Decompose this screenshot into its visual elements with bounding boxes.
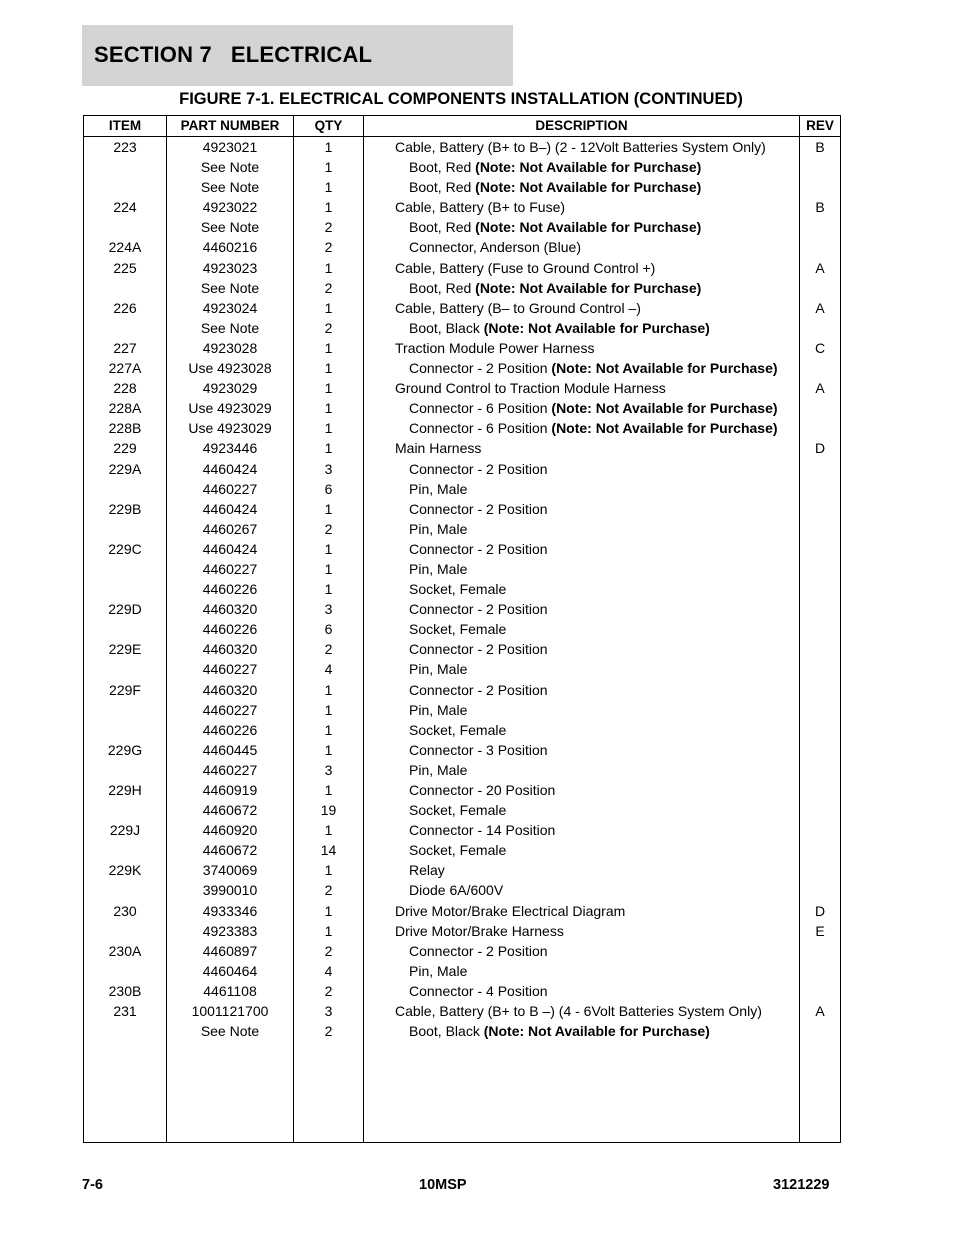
section-title: SECTION 7 ELECTRICAL bbox=[94, 42, 373, 67]
description-cell bbox=[364, 177, 799, 197]
table-row bbox=[84, 338, 840, 358]
description-text: Relay bbox=[409, 862, 445, 879]
description-cell bbox=[364, 499, 799, 519]
item-cell: 229J bbox=[109, 822, 141, 839]
part-number-cell: 4461108 bbox=[203, 982, 257, 999]
qty-cell: 1 bbox=[324, 179, 333, 196]
qty-cell: 1 bbox=[324, 902, 333, 919]
footer-model: 10MSP bbox=[419, 1177, 467, 1193]
qty-cell: 1 bbox=[324, 540, 333, 557]
part-number-cell: See Note bbox=[200, 159, 260, 176]
part-number-cell: 4923029 bbox=[202, 380, 258, 397]
qty-cell: 1 bbox=[324, 862, 333, 879]
qty-cell: 1 bbox=[324, 721, 333, 738]
table-row bbox=[84, 860, 840, 880]
description-text: Connector - 2 Position bbox=[409, 641, 548, 658]
part-number-cell: See Note bbox=[200, 219, 260, 236]
item-cell: 229E bbox=[108, 641, 142, 658]
description-cell bbox=[364, 318, 799, 338]
table-row bbox=[84, 177, 840, 197]
description-text: Connector - 2 Position bbox=[409, 681, 548, 698]
qty-cell: 1 bbox=[324, 360, 333, 377]
description-text: Connector - 2 Position bbox=[409, 500, 548, 517]
item-cell: 230 bbox=[113, 902, 137, 919]
qty-cell: 3 bbox=[324, 1003, 333, 1020]
header-item: ITEM bbox=[108, 118, 142, 133]
description-text: Diode 6A/600V bbox=[409, 882, 504, 899]
description-text: Drive Motor/Brake Harness bbox=[395, 922, 564, 939]
table-row bbox=[84, 258, 840, 278]
description-cell bbox=[364, 378, 799, 398]
part-number-cell: Use 4923029 bbox=[188, 400, 272, 417]
description-note: (Note: Not Available for Purchase) bbox=[475, 279, 702, 296]
table-row bbox=[84, 1001, 840, 1021]
part-number-cell: 1001121700 bbox=[191, 1003, 269, 1020]
description-cell bbox=[364, 860, 799, 880]
table-row bbox=[84, 700, 840, 720]
description-cell bbox=[364, 901, 799, 921]
part-number-cell: 4460672 bbox=[202, 842, 258, 859]
description-text: Boot, Red bbox=[409, 159, 476, 176]
table-row bbox=[84, 418, 840, 438]
table-row bbox=[84, 880, 840, 900]
description-text: Connector - 2 Position bbox=[409, 601, 548, 618]
header-qty: QTY bbox=[314, 118, 343, 133]
description-text: Pin, Male bbox=[409, 701, 468, 718]
part-number-cell: See Note bbox=[200, 179, 260, 196]
description-text: Pin, Male bbox=[409, 761, 468, 778]
description-cell bbox=[364, 880, 799, 900]
item-cell: 229 bbox=[113, 440, 137, 457]
qty-cell: 2 bbox=[324, 219, 333, 236]
item-cell: 229H bbox=[108, 782, 142, 798]
qty-cell: 2 bbox=[324, 942, 333, 959]
table-row bbox=[84, 197, 840, 217]
part-number-cell: 4923021 bbox=[202, 139, 258, 155]
part-number-cell: 4923022 bbox=[202, 199, 258, 216]
description-cell bbox=[364, 1021, 799, 1041]
qty-cell: 1 bbox=[324, 420, 333, 437]
part-number-cell: 4460919 bbox=[202, 782, 258, 798]
description-cell bbox=[364, 479, 799, 499]
qty-cell: 1 bbox=[324, 922, 333, 939]
qty-cell: 14 bbox=[320, 842, 337, 859]
description-text: Drive Motor/Brake Electrical Diagram bbox=[395, 902, 626, 919]
part-number-cell: See Note bbox=[200, 1023, 260, 1040]
table-row bbox=[84, 137, 840, 157]
part-number-cell: 4460267 bbox=[202, 520, 258, 537]
description-text: Pin, Male bbox=[409, 962, 468, 979]
rev-cell: B bbox=[815, 139, 825, 155]
item-cell: 230B bbox=[108, 982, 142, 999]
description-cell bbox=[364, 559, 799, 579]
description-text: Connector - 6 Position bbox=[409, 400, 552, 417]
part-number-cell: 4460464 bbox=[202, 962, 258, 979]
description-note: (Note: Not Available for Purchase) bbox=[475, 219, 702, 236]
footer-page-number: 7-6 bbox=[82, 1177, 103, 1193]
qty-cell: 2 bbox=[324, 520, 333, 537]
description-cell bbox=[364, 1001, 799, 1021]
description-text: Connector - 2 Position bbox=[409, 540, 548, 557]
qty-cell: 3 bbox=[324, 460, 333, 477]
description-text: Connector - 6 Position bbox=[409, 420, 552, 437]
description-text: Cable, Battery (Fuse to Ground Control +) bbox=[395, 259, 656, 276]
table-row bbox=[84, 579, 840, 599]
item-cell: 225 bbox=[113, 259, 137, 276]
item-cell: 228B bbox=[108, 420, 142, 437]
rev-cell: A bbox=[815, 1003, 825, 1020]
qty-cell: 1 bbox=[324, 560, 333, 577]
part-number-cell: 4460672 bbox=[202, 802, 258, 819]
description-text: Connector - 2 Position bbox=[409, 460, 548, 477]
parts-table bbox=[83, 115, 841, 1143]
qty-cell: 1 bbox=[324, 299, 333, 316]
qty-cell: 19 bbox=[320, 802, 337, 819]
table-row bbox=[84, 780, 840, 800]
part-number-cell: 4460424 bbox=[202, 500, 258, 517]
table-row bbox=[84, 680, 840, 700]
table-row bbox=[84, 961, 840, 981]
description-text: Boot, Red bbox=[409, 219, 476, 236]
part-number-cell: See Note bbox=[200, 319, 260, 336]
description-cell bbox=[364, 539, 799, 559]
qty-cell: 1 bbox=[324, 782, 333, 798]
description-cell bbox=[364, 760, 799, 780]
description-cell bbox=[364, 800, 799, 820]
item-cell: 228 bbox=[113, 380, 137, 397]
description-cell bbox=[364, 338, 799, 358]
description-cell bbox=[364, 519, 799, 539]
description-text: Ground Control to Traction Module Harness bbox=[395, 380, 666, 397]
item-cell: 227A bbox=[108, 360, 142, 377]
section-header-band bbox=[82, 25, 513, 86]
description-cell bbox=[364, 981, 799, 1001]
rev-cell: E bbox=[815, 922, 825, 939]
description-cell bbox=[364, 438, 799, 458]
footer-document-number: 3121229 bbox=[773, 1177, 830, 1193]
table-header-row bbox=[84, 116, 840, 137]
part-number-cell: 4460227 bbox=[202, 480, 258, 497]
item-cell: 226 bbox=[113, 299, 137, 316]
description-text: Pin, Male bbox=[409, 661, 468, 678]
table-row bbox=[84, 1021, 840, 1041]
table-row bbox=[84, 619, 840, 639]
description-text: Cable, Battery (B+ to B–) (2 - 12Volt Batteries System Only) bbox=[395, 139, 766, 155]
description-cell bbox=[364, 579, 799, 599]
item-cell: 229G bbox=[107, 741, 143, 758]
description-text: Socket, Female bbox=[409, 621, 507, 638]
part-number-cell: 4460320 bbox=[202, 681, 258, 698]
description-note: (Note: Not Available for Purchase) bbox=[551, 400, 778, 417]
table-row bbox=[84, 941, 840, 961]
description-cell bbox=[364, 740, 799, 760]
table-row bbox=[84, 398, 840, 418]
description-text: Boot, Black bbox=[409, 1023, 484, 1040]
qty-cell: 1 bbox=[324, 681, 333, 698]
description-cell bbox=[364, 680, 799, 700]
item-cell: 231 bbox=[113, 1003, 137, 1020]
description-text: Connector - 2 Position bbox=[409, 360, 552, 377]
qty-cell: 1 bbox=[324, 500, 333, 517]
description-cell bbox=[364, 197, 799, 217]
item-cell: 229D bbox=[108, 601, 142, 618]
part-number-cell: 3990010 bbox=[202, 882, 258, 899]
part-number-cell: 4923023 bbox=[202, 259, 258, 276]
qty-cell: 1 bbox=[324, 701, 333, 718]
table-row bbox=[84, 720, 840, 740]
qty-cell: 2 bbox=[324, 882, 333, 899]
qty-cell: 4 bbox=[324, 661, 333, 678]
description-cell bbox=[364, 840, 799, 860]
description-cell bbox=[364, 639, 799, 659]
part-number-cell: 4460226 bbox=[202, 621, 258, 638]
table-row bbox=[84, 499, 840, 519]
qty-cell: 1 bbox=[324, 159, 333, 176]
description-cell bbox=[364, 780, 799, 800]
part-number-cell: 4460226 bbox=[202, 581, 258, 598]
qty-cell: 2 bbox=[324, 982, 333, 999]
description-text: Connector, Anderson (Blue) bbox=[409, 239, 581, 256]
header-rev: REV bbox=[806, 118, 834, 133]
table-row bbox=[84, 217, 840, 237]
description-cell bbox=[364, 921, 799, 941]
part-number-cell: Use 4923028 bbox=[188, 360, 272, 377]
description-cell bbox=[364, 258, 799, 278]
table-row bbox=[84, 438, 840, 458]
part-number-cell: 4923028 bbox=[202, 339, 258, 356]
qty-cell: 2 bbox=[324, 239, 333, 256]
table-row bbox=[84, 659, 840, 679]
qty-cell: 1 bbox=[324, 822, 333, 839]
description-text: Boot, Red bbox=[409, 179, 476, 196]
description-text: Boot, Black bbox=[409, 319, 484, 336]
part-number-cell: 4460424 bbox=[202, 460, 258, 477]
part-number-cell: 4460320 bbox=[202, 601, 258, 618]
part-number-cell: 4923383 bbox=[202, 922, 258, 939]
qty-cell: 6 bbox=[324, 621, 333, 638]
description-text: Socket, Female bbox=[409, 802, 507, 819]
rev-cell: A bbox=[815, 259, 825, 276]
qty-cell: 1 bbox=[324, 139, 333, 155]
header-part-number: PART NUMBER bbox=[180, 118, 280, 133]
rev-cell: D bbox=[814, 440, 826, 457]
description-cell bbox=[364, 961, 799, 981]
description-text: Socket, Female bbox=[409, 721, 507, 738]
description-note: (Note: Not Available for Purchase) bbox=[483, 1023, 710, 1040]
table-row bbox=[84, 378, 840, 398]
description-text: Socket, Female bbox=[409, 842, 507, 859]
table-row bbox=[84, 559, 840, 579]
table-row bbox=[84, 237, 840, 257]
qty-cell: 1 bbox=[324, 259, 333, 276]
item-cell: 223 bbox=[113, 139, 137, 155]
table-row bbox=[84, 318, 840, 338]
part-number-cell: 4460226 bbox=[202, 721, 258, 738]
item-cell: 229C bbox=[108, 540, 142, 557]
qty-cell: 2 bbox=[324, 279, 333, 296]
qty-cell: 1 bbox=[324, 380, 333, 397]
description-cell bbox=[364, 700, 799, 720]
table-row bbox=[84, 539, 840, 559]
description-text: Cable, Battery (B+ to Fuse) bbox=[395, 199, 566, 216]
item-cell: 230A bbox=[108, 942, 142, 959]
table-row bbox=[84, 639, 840, 659]
description-cell bbox=[364, 619, 799, 639]
description-cell bbox=[364, 358, 799, 378]
qty-cell: 1 bbox=[324, 199, 333, 216]
qty-cell: 6 bbox=[324, 480, 333, 497]
description-cell bbox=[364, 599, 799, 619]
description-cell bbox=[364, 459, 799, 479]
figure-title: FIGURE 7-1. ELECTRICAL COMPONENTS INSTALLATION (CONTINUED) bbox=[179, 90, 743, 108]
description-cell bbox=[364, 659, 799, 679]
table-row bbox=[84, 278, 840, 298]
table-row bbox=[84, 820, 840, 840]
table-row bbox=[84, 479, 840, 499]
description-text: Connector - 4 Position bbox=[409, 982, 548, 999]
description-cell bbox=[364, 398, 799, 418]
description-text: Cable, Battery (B– to Ground Control –) bbox=[395, 299, 641, 316]
part-number-cell: 4460216 bbox=[202, 239, 258, 256]
table-body bbox=[84, 137, 840, 1041]
part-number-cell: 4933346 bbox=[202, 902, 258, 919]
part-number-cell: Use 4923029 bbox=[188, 420, 272, 437]
part-number-cell: 4460920 bbox=[202, 822, 258, 839]
item-cell: 229K bbox=[108, 862, 142, 879]
part-number-cell: 4923024 bbox=[202, 299, 258, 316]
item-cell: 224A bbox=[108, 239, 142, 256]
item-cell: 224 bbox=[113, 199, 137, 216]
table-row bbox=[84, 298, 840, 318]
item-cell: 228A bbox=[108, 400, 142, 417]
description-note: (Note: Not Available for Purchase) bbox=[475, 179, 702, 196]
part-number-cell: 4460227 bbox=[202, 560, 258, 577]
table-row bbox=[84, 157, 840, 177]
description-note: (Note: Not Available for Purchase) bbox=[483, 319, 710, 336]
description-cell bbox=[364, 820, 799, 840]
rev-cell: C bbox=[814, 339, 826, 356]
part-number-cell: 4460445 bbox=[202, 741, 258, 758]
part-number-cell: 4460424 bbox=[202, 540, 258, 557]
part-number-cell: 4460227 bbox=[202, 701, 258, 718]
table-row bbox=[84, 358, 840, 378]
rev-cell: D bbox=[814, 902, 826, 919]
table-row bbox=[84, 519, 840, 539]
table-row bbox=[84, 840, 840, 860]
qty-cell: 2 bbox=[324, 319, 333, 336]
qty-cell: 3 bbox=[324, 601, 333, 618]
header-description: DESCRIPTION bbox=[535, 118, 628, 133]
description-note: (Note: Not Available for Purchase) bbox=[551, 360, 778, 377]
table-row bbox=[84, 740, 840, 760]
table-row bbox=[84, 599, 840, 619]
qty-cell: 2 bbox=[324, 1023, 333, 1040]
part-number-cell: 4460897 bbox=[202, 942, 258, 959]
part-number-cell: 4460227 bbox=[202, 761, 258, 778]
description-text: Connector - 20 Position bbox=[409, 782, 556, 798]
description-text: Connector - 3 Position bbox=[409, 741, 548, 758]
description-text: Pin, Male bbox=[409, 520, 468, 537]
qty-cell: 1 bbox=[324, 581, 333, 598]
description-note: (Note: Not Available for Purchase) bbox=[475, 159, 702, 176]
description-cell bbox=[364, 941, 799, 961]
rev-cell: B bbox=[815, 199, 825, 216]
qty-cell: 2 bbox=[324, 641, 333, 658]
part-number-cell: 3740069 bbox=[202, 862, 258, 879]
table-row bbox=[84, 800, 840, 820]
table-row bbox=[84, 760, 840, 780]
part-number-cell: See Note bbox=[200, 279, 260, 296]
description-cell bbox=[364, 298, 799, 318]
rev-cell: A bbox=[815, 299, 825, 316]
part-number-cell: 4460320 bbox=[202, 641, 258, 658]
description-cell bbox=[364, 137, 799, 157]
item-cell: 227 bbox=[113, 339, 137, 356]
description-cell bbox=[364, 278, 799, 298]
description-text: Connector - 2 Position bbox=[409, 942, 548, 959]
table-row bbox=[84, 981, 840, 1001]
description-text: Boot, Red bbox=[409, 279, 476, 296]
table-row bbox=[84, 901, 840, 921]
table-row bbox=[84, 459, 840, 479]
qty-cell: 3 bbox=[324, 761, 333, 778]
qty-cell: 1 bbox=[324, 400, 333, 417]
description-cell bbox=[364, 157, 799, 177]
description-text: Pin, Male bbox=[409, 480, 468, 497]
item-cell: 229B bbox=[108, 500, 142, 517]
rev-cell: A bbox=[815, 380, 825, 397]
item-cell: 229F bbox=[109, 681, 141, 698]
description-cell bbox=[364, 237, 799, 257]
description-text: Main Harness bbox=[395, 440, 482, 457]
description-text: Cable, Battery (B+ to B –) (4 - 6Volt Batteries System Only) bbox=[395, 1003, 762, 1020]
part-number-cell: 4923446 bbox=[202, 440, 258, 457]
part-number-cell: 4460227 bbox=[202, 661, 258, 678]
description-text: Socket, Female bbox=[409, 581, 507, 598]
qty-cell: 1 bbox=[324, 339, 333, 356]
item-cell: 229A bbox=[108, 460, 142, 477]
description-cell bbox=[364, 720, 799, 740]
description-note: (Note: Not Available for Purchase) bbox=[551, 420, 778, 437]
description-cell bbox=[364, 418, 799, 438]
description-text: Traction Module Power Harness bbox=[395, 339, 595, 356]
qty-cell: 4 bbox=[324, 962, 333, 979]
description-cell bbox=[364, 217, 799, 237]
qty-cell: 1 bbox=[324, 741, 333, 758]
description-text: Connector - 14 Position bbox=[409, 822, 556, 839]
table-row bbox=[84, 921, 840, 941]
description-text: Pin, Male bbox=[409, 560, 468, 577]
qty-cell: 1 bbox=[324, 440, 333, 457]
